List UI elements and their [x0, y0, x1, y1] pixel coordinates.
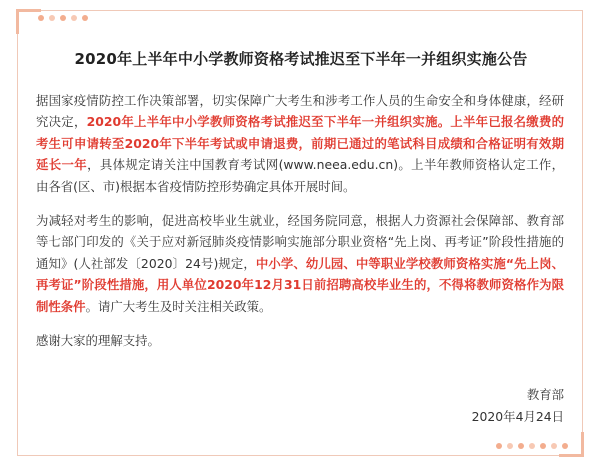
signature-block: [472, 384, 564, 428]
corner-decoration-top-left: [16, 9, 41, 34]
paragraph-1-text-b: ，具体规定请关注中国教育考试网(www.neea.edu.cn)。上半年教师资格认定工作，由各省(区、市)根据本省疫情防控形势确定具体开展时间。: [36, 157, 565, 194]
signature-org: 教育部: [526, 387, 564, 402]
dots-decoration-top: [38, 15, 88, 21]
paragraph-2-text-b: 。请广大考生及时关注相关政策。: [85, 298, 272, 314]
notice-body: [36, 90, 564, 351]
paragraph-2-highlight: 中小学、幼儿园、中等职业学校教师资格实施“先上岗、再考证”阶段性措施，用人单位2020年12月31日前招聘高校毕业生的，不得将教师资格作为限制性条件: [36, 255, 564, 314]
dots-decoration-bottom: [496, 443, 568, 449]
signature-date: 2020年4月24日: [471, 409, 564, 424]
notice-frame: [17, 10, 583, 456]
paragraph-1-highlight: 2020年上半年中小学教师资格考试推迟至下半年一并组织实施。上半年已报名缴费的考生可申请转至2020年下半年考试或申请退费，前期已通过的笔试科目成绩和合格证明有效期延长一年: [36, 114, 564, 173]
paragraph-2: [36, 210, 564, 317]
paragraph-2-text-a: 为减轻对考生的影响，促进高校毕业生就业，经国务院同意，根据人力资源社会保障部、教育部等七部门印发的《关于应对新冠肺炎疫情影响实施部分职业资格“先上岗、再考证”阶段性措施的通知》(人社部发〔2020〕24号)规定，: [36, 213, 564, 271]
paragraph-1-text-a: 据国家疫情防控工作决策部署，切实保障广大考生和涉考工作人员的生命安全和身体健康，经研究决定，: [36, 93, 564, 130]
paragraph-1: [36, 90, 564, 197]
paragraph-3: 感谢大家的理解支持。: [36, 333, 160, 349]
page-title: 2020年上半年中小学教师资格考试推迟至下半年一并组织实施公告: [74, 50, 528, 68]
